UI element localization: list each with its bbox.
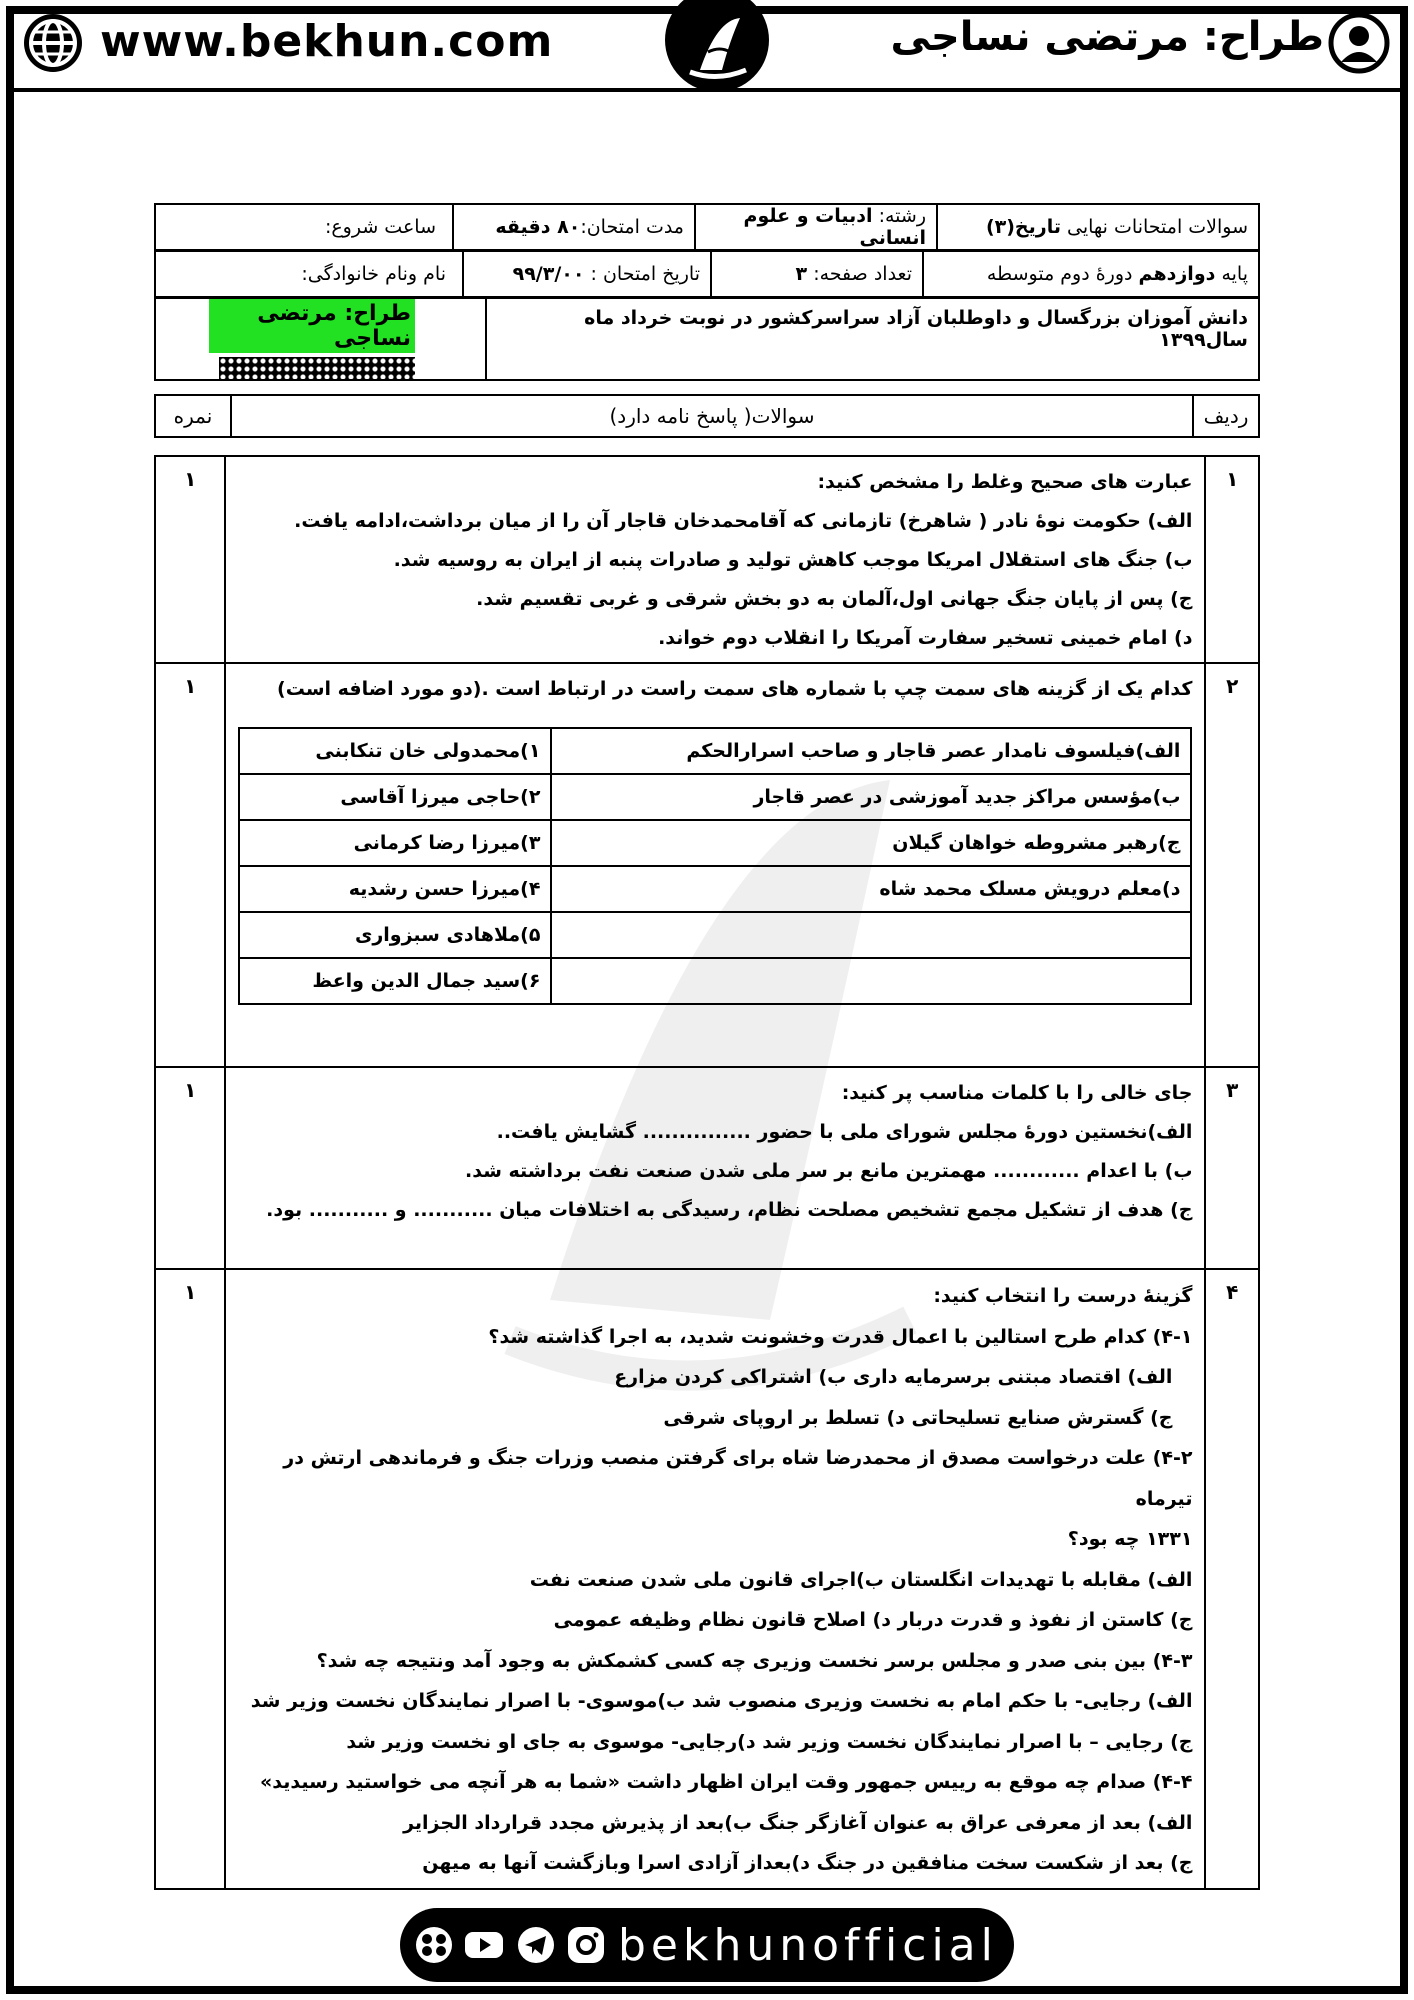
brand-logo [660,0,774,96]
question-score: ۱ [155,663,225,1067]
student-name-cell: نام ونام خانوادگی: [155,251,463,297]
exam-header-row2 [154,250,1260,298]
question-line: ۱۳۳۱ چه بود؟ [1067,1528,1193,1550]
question-option-line: الف) بعد از معرفی عراق به عنوان آغازگر جنگ ب)بعد از پذیرش مجدد قرارداد الجزایر [403,1811,1193,1834]
question-line: ۴-۱) کدام طرح استالین با اعمال قدرت وخشونت شدید، به اجرا گذاشته شد؟ [488,1325,1193,1348]
field-cell: رشته: ادبیات و علوم انسانی [695,204,937,250]
instagram-icon[interactable] [566,1925,606,1965]
question-score: ۱ [155,456,225,663]
match-item-left: ۳)میرزا رضا کرمانی [239,820,551,866]
match-item-right: ج)رهبر مشروطه خواهان گیلان [551,820,1191,866]
question-score: ۱ [155,1067,225,1269]
website-url[interactable]: www.bekhun.com [100,16,554,67]
question-line: ج) هدف از تشکیل مجمع تشخیص مصلحت نظام، رسیدگی به اختلافات میان ........... و ........... بود. [266,1199,1193,1221]
pages-cell: تعداد صفحه: ۳ [711,251,923,297]
question-line: ۴-۴) صدام چه موقع به رییس جمهور وقت ایران اظهار داشت «شما به هر آنچه می خواستید رسیدید» [259,1771,1193,1793]
aparat-icon[interactable] [414,1925,454,1965]
question-line: الف)نخستین دورهٔ مجلس شورای ملی با حضور ............... گشایش یافت.. [496,1121,1193,1143]
match-item-left: ۲)حاجی میرزا آقاسی [239,774,551,820]
globe-icon [22,12,84,74]
grade-cell: پایه دوازدهم دورهٔ دوم متوسطه [923,251,1259,297]
exam-header-row3 [154,297,1260,381]
question-option-line: الف) مقابله با تهدیدات انگلستان ب)اجرای قانون ملی شدن صنعت نفت [529,1568,1193,1591]
question-line: ب) جنگ های استقلال امریکا موجب کاهش تولید و صادرات پنبه از ایران به روسیه شد. [393,549,1193,571]
question-line: ۴-۲) علت درخواست مصدق از محمدرضا شاه برای گرفتن منصب وزرات جنگ و فرماندهی ارتش در تیرماه [283,1447,1193,1510]
question-title: کدام یک از گزینه های سمت چپ با شماره های سمت راست در ارتباط است .(دو مورد اضافه است) [277,678,1193,700]
questions-table [154,455,1260,1890]
question-number: ۲ [1205,663,1259,1067]
designer-name-top: طراح: مرتضی نساجی [890,14,1324,60]
question-option-line: ج) بعد از شکست سخت منافقین در جنگ د)بعداز آزادی اسرا وبازگشت آنها به میهن [422,1852,1193,1874]
match-item-right: ب)مؤسس مراکز جدید آموزشی در عصر قاجار [551,774,1191,820]
designer-stamp: طراح: مرتضی نساجی [209,299,415,353]
column-header-table [154,394,1260,438]
date-cell: تاریخ امتحان : ۹۹/۳/۰۰ [463,251,711,297]
exam-header-table [154,203,1260,251]
question-line: ب) با اعدام ............ مهمترین مانع بر سر ملی شدن صنعت نفت برداشته شد. [465,1160,1193,1182]
question-number: ۴ [1205,1269,1259,1889]
question-option-line: ج) کاستن از نفوذ و قدرت دربار د) اصلاح قانون نظام وظیفه عمومی [553,1609,1193,1631]
match-item-right: د)معلم درویش مسلک محمد شاه [551,866,1191,912]
match-item-right [551,958,1191,1004]
start-time-cell: ساعت شروع: [155,204,453,250]
col-score-header: نمره [155,395,231,437]
question-score: ۱ [155,1269,225,1889]
match-item-left: ۴)میرزا حسن رشدیه [239,866,551,912]
question-body [225,663,1205,1067]
question-row [155,456,1259,663]
question-row [155,1067,1259,1269]
question-option-line: ج) گسترش صنایع تسلیحاتی د) تسلط بر اروپای شرقی [663,1406,1173,1429]
question-line: ج) پس از پایان جنگ جهانی اول،آلمان به دو بخش شرقی و غربی تقسیم شد. [476,588,1193,610]
col-questions-header: سوالات( پاسخ نامه دارد) [231,395,1193,437]
question-option-line: ج) رجایی – با اصرار نمایندگان نخست وزیر شد د)رجایی- موسوی به جای او نخست وزیر شد [346,1730,1193,1753]
duration-cell: مدت امتحان:۸۰ دقیقه [453,204,695,250]
match-item-left: ۱)محمدولی خان تنکابنی [239,728,551,774]
checker-pattern [219,357,415,379]
col-row-header: ردیف [1193,395,1259,437]
telegram-icon[interactable] [516,1925,556,1965]
question-row [155,663,1259,1067]
user-avatar-icon [1328,12,1390,74]
question-row [155,1269,1259,1889]
question-number: ۱ [1205,456,1259,663]
match-item-left: ۵)ملاهادی سبزواری [239,912,551,958]
question-line: الف) حکومت نوهٔ نادر ( شاهرخ) تازمانی که آقامحمدخان قاجار آن را از میان برداشت،ادامه یافت. [294,510,1193,532]
match-item-left: ۶)سید جمال الدین واعظ [239,958,551,1004]
question-title: عبارت های صحیح وغلط را مشخص کنید: [817,471,1193,493]
matching-table [238,727,1192,1005]
exam-title-cell: سوالات امتحانات نهایی تاریخ(۳) [937,204,1259,250]
question-option-line: الف) رجایی- با حکم امام به نخست وزیری منصوب شد ب)موسوی- با اصرار نمایندگان نخست وزیر شد [250,1690,1193,1712]
match-item-right: الف)فیلسوف نامدار عصر قاجار و صاحب اسرارالحکم [551,728,1191,774]
question-option-line: الف) اقتصاد مبتنی برسرمایه داری ب) اشتراکی کردن مزارع [614,1366,1173,1388]
question-body [225,1269,1205,1889]
question-line: د) امام خمینی تسخیر سفارت آمریکا را انقلاب دوم خواند. [658,627,1193,649]
youtube-icon[interactable] [464,1925,504,1965]
question-body [225,1067,1205,1269]
question-body [225,456,1205,663]
match-item-right [551,912,1191,958]
question-number: ۳ [1205,1067,1259,1269]
designer-stamp-cell [155,298,486,380]
question-title: جای خالی را با کلمات مناسب پر کنید: [841,1082,1193,1104]
social-handle[interactable]: bekhunofficial [618,1920,998,1971]
audience-cell: دانش آموزان بزرگسال و داوطلبان آزاد سراسرکشور در نوبت خرداد ماه سال۱۳۹۹ [486,298,1259,380]
question-title: گزینهٔ درست را انتخاب کنید: [933,1285,1193,1307]
question-line: ۴-۳) بین بنی صدر و مجلس برسر نخست وزیری چه کسی کشمکش به وجود آمد ونتیجه چه شد؟ [316,1649,1193,1672]
